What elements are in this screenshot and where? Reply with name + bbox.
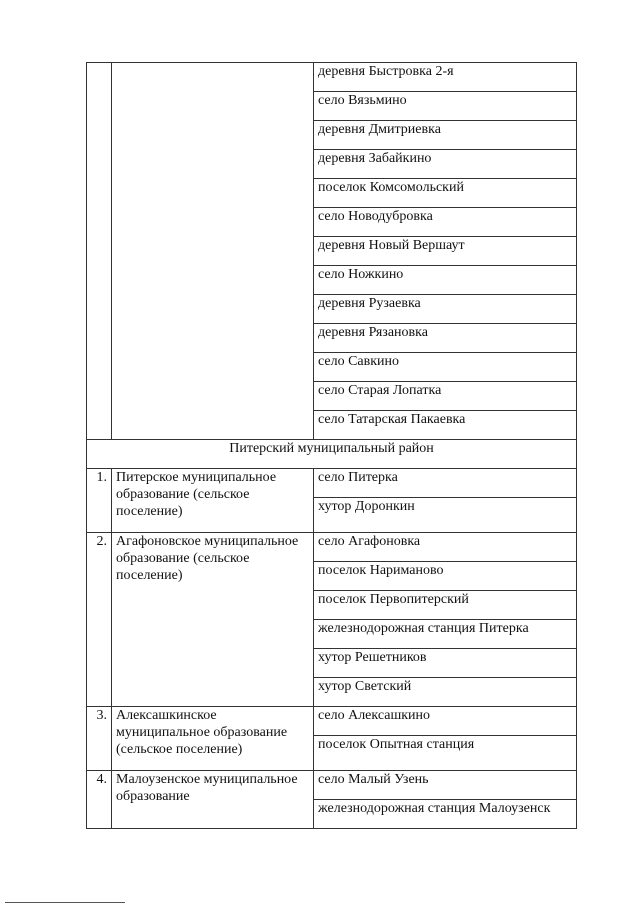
settlement-cell: село Алексашкино	[314, 707, 577, 736]
settlement-cell: село Вязьмино	[314, 92, 577, 121]
municipality-name: Питерское муниципальное образование (сельское поселение)	[112, 469, 314, 533]
row-number: 2.	[87, 533, 112, 707]
municipality-name: Малоузенское муниципальное образование	[112, 771, 314, 829]
settlement-cell: село Новодубровка	[314, 208, 577, 237]
row-number: 4.	[87, 771, 112, 829]
row-number: 1.	[87, 469, 112, 533]
settlement-cell: хутор Светский	[314, 678, 577, 707]
settlement-cell: село Агафоновка	[314, 533, 577, 562]
table-row	[87, 771, 577, 800]
municipality-cell	[112, 63, 314, 440]
table-row	[87, 63, 577, 92]
settlement-cell: поселок Нариманово	[314, 562, 577, 591]
settlement-cell: село Татарская Пакаевка	[314, 411, 577, 440]
settlement-cell: деревня Новый Вершаут	[314, 237, 577, 266]
table-row	[87, 707, 577, 736]
settlement-cell: железнодорожная станция Питерка	[314, 620, 577, 649]
settlement-cell: поселок Первопитерский	[314, 591, 577, 620]
settlement-cell: хутор Решетников	[314, 649, 577, 678]
footnote-divider	[5, 902, 125, 903]
settlement-cell: село Малый Узень	[314, 771, 577, 800]
table-row	[87, 469, 577, 498]
district-header-row	[87, 440, 577, 469]
settlements-table	[86, 62, 577, 829]
settlement-cell: деревня Забайкино	[314, 150, 577, 179]
settlement-cell: село Старая Лопатка	[314, 382, 577, 411]
municipality-name: Агафоновское муниципальное образование (сельское поселение)	[112, 533, 314, 707]
row-number: 3.	[87, 707, 112, 771]
municipality-name: Алексашкинское муниципальное образование (сельское поселение)	[112, 707, 314, 771]
settlement-cell: село Савкино	[314, 353, 577, 382]
district-header: Питерский муниципальный район	[87, 440, 577, 469]
settlement-cell: село Питерка	[314, 469, 577, 498]
settlement-cell: деревня Быстровка 2-я	[314, 63, 577, 92]
settlement-cell: деревня Рязановка	[314, 324, 577, 353]
settlement-cell: деревня Рузаевка	[314, 295, 577, 324]
settlement-cell: село Ножкино	[314, 266, 577, 295]
settlement-cell: поселок Комсомольский	[314, 179, 577, 208]
table-row	[87, 533, 577, 562]
settlement-cell: деревня Дмитриевка	[314, 121, 577, 150]
settlement-cell: поселок Опытная станция	[314, 736, 577, 771]
settlement-cell: железнодорожная станция Малоузенск	[314, 800, 577, 829]
number-cell	[87, 63, 112, 440]
settlement-cell: хутор Доронкин	[314, 498, 577, 533]
